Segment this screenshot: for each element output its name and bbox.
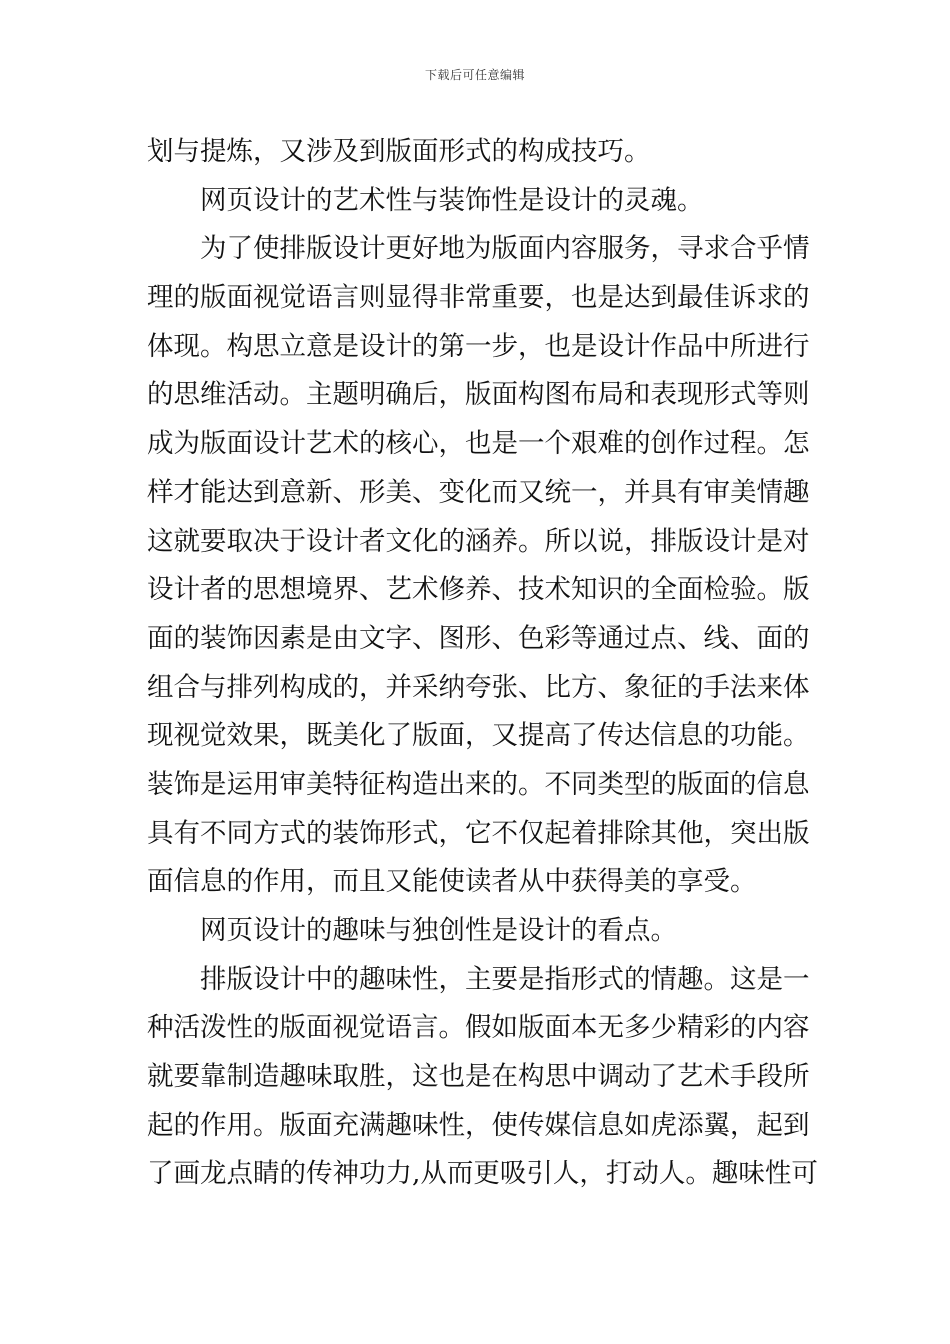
text-line: 成为版面设计艺术的核心，也是一个艰难的创作过程。怎 <box>147 428 810 460</box>
text-line: 网页设计的趣味与独创性是设计的看点。 <box>200 915 677 946</box>
text-line: 为了使排版设计更好地为版面内容服务，寻求合乎情 <box>200 233 810 265</box>
text-line: 网页设计的艺术性与装饰性是设计的灵魂。 <box>200 184 704 216</box>
text-line: 划与提炼，又涉及到版面形式的构成技巧。 <box>147 136 651 167</box>
text-line: 了画龙点睛的传神功力,从而更吸引人，打动人。趣味性可 <box>147 1158 818 1190</box>
text-line: 具有不同方式的装饰形式，它不仅起着排除其他，突出版 <box>147 817 810 849</box>
text-line: 现视觉效果，既美化了版面，又提高了传达信息的功能。 <box>147 720 810 752</box>
text-line: 的思维活动。主题明确后，版面构图布局和表现形式等则 <box>147 379 810 411</box>
text-line: 理的版面视觉语言则显得非常重要，也是达到最佳诉求的 <box>147 282 810 314</box>
text-line: 种活泼性的版面视觉语言。假如版面本无多少精彩的内容 <box>147 1012 810 1044</box>
text-line: 体现。构思立意是设计的第一步，也是设计作品中所进行 <box>147 330 810 362</box>
text-line: 这就要取决于设计者文化的涵养。所以说，排版设计是对 <box>147 525 810 557</box>
text-line: 组合与排列构成的，并采纳夸张、比方、象征的手法来体 <box>147 671 810 703</box>
text-line: 起的作用。版面充满趣味性，使传媒信息如虎添翼，起到 <box>147 1109 810 1141</box>
text-line: 面的装饰因素是由文字、图形、色彩等通过点、线、面的 <box>147 622 810 654</box>
text-line: 装饰是运用审美特征构造出来的。不同类型的版面的信息 <box>147 768 810 800</box>
body-text <box>147 128 818 1199</box>
text-line: 设计者的思想境界、艺术修养、技术知识的全面检验。版 <box>147 574 810 606</box>
text-line: 样才能达到意新、形美、变化而又统一，并具有审美情趣 <box>147 476 810 508</box>
text-line: 就要靠制造趣味取胜，这也是在构思中调动了艺术手段所 <box>147 1061 810 1093</box>
text-line: 排版设计中的趣味性，主要是指形式的情趣。这是一 <box>200 963 810 995</box>
text-line: 面信息的作用，而且又能使读者从中获得美的享受。 <box>147 866 757 898</box>
page-header: 下载后可任意编辑 <box>424 68 525 82</box>
